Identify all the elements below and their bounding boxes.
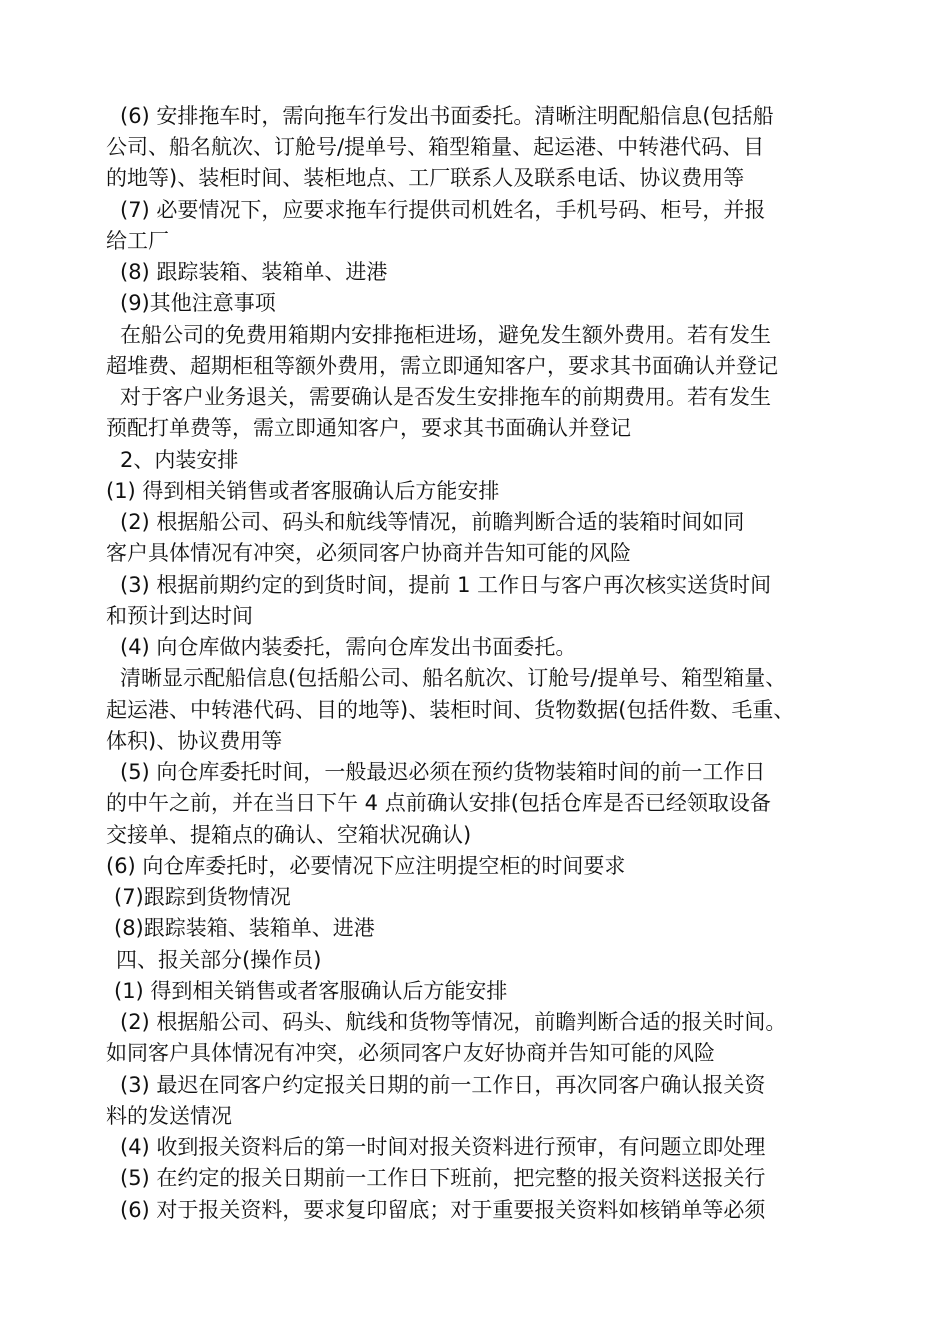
text-line: (1) 得到相关销售或者客服确认后方能安排: [114, 979, 508, 1003]
text-line: (9)其他注意事项: [120, 291, 276, 315]
text-line: 公司、船名航次、订舱号/提单号、箱型箱量、起运港、中转港代码、目: [106, 135, 765, 159]
text-line: (6) 对于报关资料，要求复印留底；对于重要报关资料如核销单等必须: [120, 1198, 766, 1222]
text-line: 交接单、提箱点的确认、空箱状况确认): [106, 823, 472, 847]
text-line: (7)跟踪到货物情况: [114, 885, 291, 909]
text-line: (5) 向仓库委托时间，一般最迟必须在预约货物装箱时间的前一工作日: [120, 760, 766, 784]
text-line: (6) 安排拖车时，需向拖车行发出书面委托。清晰注明配船信息(包括船: [120, 104, 774, 128]
text-line: (1) 得到相关销售或者客服确认后方能安排: [106, 479, 500, 503]
text-line: (2) 根据船公司、码头、航线和货物等情况，前瞻判断合适的报关时间。: [120, 1010, 787, 1034]
text-line: 的地等)、装柜时间、装柜地点、工厂联系人及联系电话、协议费用等: [106, 166, 745, 190]
text-line: 起运港、中转港代码、目的地等)、装柜时间、货物数据(包括件数、毛重、: [106, 698, 795, 722]
text-line: 对于客户业务退关，需要确认是否发生安排拖车的前期费用。若有发生: [120, 385, 771, 409]
text-line: 清晰显示配船信息(包括船公司、船名航次、订舱号/提单号、箱型箱量、: [120, 666, 787, 690]
text-line: 客户具体情况有冲突，必须同客户协商并告知可能的风险: [106, 541, 631, 565]
text-line: 体积)、协议费用等: [106, 729, 283, 753]
text-line: (7) 必要情况下，应要求拖车行提供司机姓名，手机号码、柜号，并报: [120, 198, 766, 222]
text-line: (3) 根据前期约定的到货时间，提前 1 工作日与客户再次核实送货时间: [120, 573, 772, 597]
text-line: 和预计到达时间: [106, 604, 253, 628]
section-heading: 四、报关部分(操作员): [116, 948, 322, 972]
text-line: (8) 跟踪装箱、装箱单、进港: [120, 260, 388, 284]
text-line: 料的发送情况: [106, 1104, 232, 1128]
text-line: 如同客户具体情况有冲突，必须同客户友好协商并告知可能的风险: [106, 1041, 715, 1065]
text-line: (5) 在约定的报关日期前一工作日下班前，把完整的报关资料送报关行: [120, 1166, 766, 1190]
text-line: 的中午之前，并在当日下午 4 点前确认安排(包括仓库是否已经领取设备: [106, 791, 771, 815]
text-line: 预配打单费等，需立即通知客户，要求其书面确认并登记: [106, 416, 631, 440]
text-line: (3) 最迟在同客户约定报关日期的前一工作日，再次同客户确认报关资: [120, 1073, 766, 1097]
text-line: 在船公司的免费用箱期内安排拖柜进场，避免发生额外费用。若有发生: [120, 323, 771, 347]
text-line: 给工厂: [106, 229, 169, 253]
text-line: (6) 向仓库委托时，必要情况下应注明提空柜的时间要求: [106, 854, 626, 878]
text-line: (4) 收到报关资料后的第一时间对报关资料进行预审，有问题立即处理: [120, 1135, 766, 1159]
text-line: (2) 根据船公司、码头和航线等情况，前瞻判断合适的装箱时间如同: [120, 510, 745, 534]
text-line: (4) 向仓库做内装委托，需向仓库发出书面委托。: [120, 635, 577, 659]
text-line: (8)跟踪装箱、装箱单、进港: [114, 916, 375, 940]
section-heading: 2、内装安排: [120, 448, 239, 472]
text-line: 超堆费、超期柜租等额外费用，需立即通知客户，要求其书面确认并登记: [106, 354, 778, 378]
